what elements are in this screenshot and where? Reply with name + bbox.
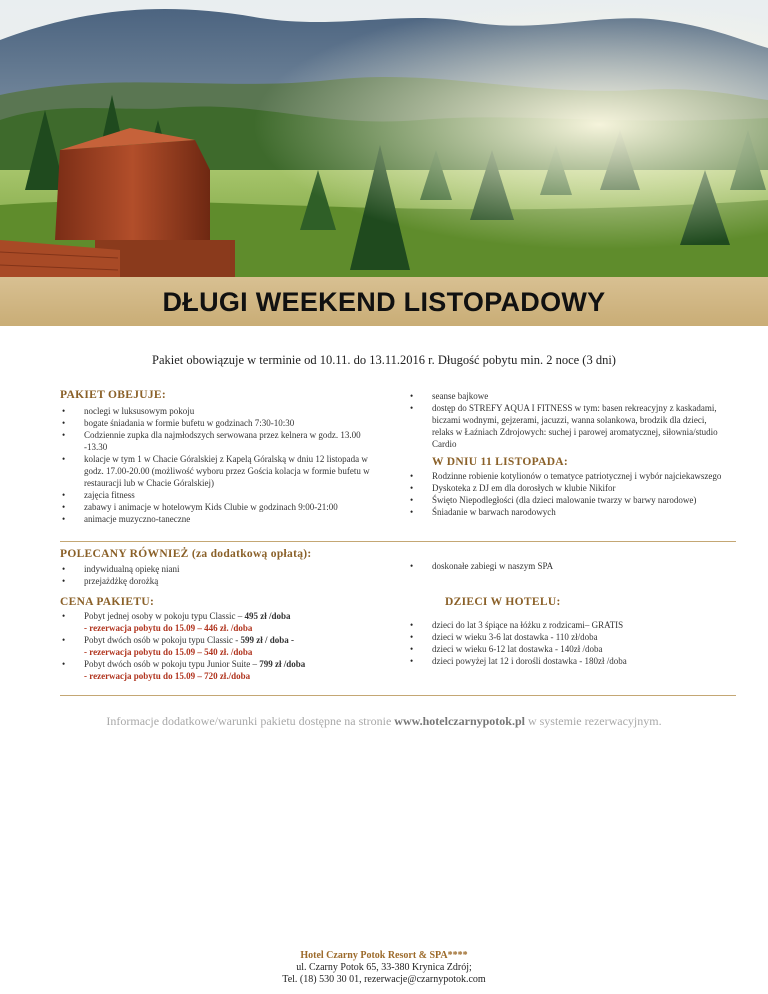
list-item: • Święto Niepodległości (dla dzieci malowanie twarzy w barwy narodowe) xyxy=(408,494,726,506)
list-item: • indywidualną opiekę niani xyxy=(60,563,372,575)
hotel-name: Hotel Czarny Potok Resort & SPA**** xyxy=(300,950,468,961)
list-item: • animacje muzyczno-taneczne xyxy=(60,513,372,525)
recommended-list-right xyxy=(408,560,720,572)
section-divider xyxy=(60,541,736,542)
hotel-address: ul. Czarny Potok 65, 33-380 Krynica Zdrój; xyxy=(296,962,472,973)
list-item: • Rodzinne robienie kotylionów o tematyce patriotycznej i wybór najciekawszego xyxy=(408,470,726,482)
package-list-right xyxy=(408,390,720,450)
list-item: • seanse bajkowe xyxy=(408,390,720,402)
list-item: • przejażdżkę dorożką xyxy=(60,575,372,587)
recommended-list xyxy=(60,563,372,587)
nov11-list xyxy=(408,470,726,518)
validity-text: Pakiet obowiązuje w terminie od 10.11. do 13.11.2016 r. Długość pobytu min. 2 noce (3 dni) xyxy=(152,353,616,367)
hero-landscape-image xyxy=(0,0,768,277)
price-heading: CENA PAKIETU: xyxy=(60,596,155,608)
list-item: • dzieci w wieku 6-12 lat dostawka - 140zł /doba xyxy=(408,643,726,655)
title-banner xyxy=(0,277,768,326)
page-title: DŁUGI WEEKEND LISTOPADOWY xyxy=(162,287,606,317)
list-item: • noclegi w luksusowym pokoju xyxy=(60,405,372,417)
recommended-heading: POLECANY RÓWNIEŻ (za dodatkową opłatą): xyxy=(60,548,312,560)
list-item: • zabawy i animacje w hotelowym Kids Clubie w godzinach 9:00-21:00 xyxy=(60,501,372,513)
list-item: • dzieci powyżej lat 12 i dorośli dostawka - 180zł /doba xyxy=(408,655,726,667)
footer xyxy=(0,950,768,986)
list-item: • dostęp do STREFY AQUA I FITNESS w tym: basen rekreacyjny z kaskadami, biczami wodnymi, gejzerami, jacuzzi, wanna solankowa, brodzik dla dzieci, relaks w Łaźniach Zdrojowych: suchej i parowej aromatycznej, siłownia/studio Cardio xyxy=(408,402,720,450)
list-item: • dzieci w wieku 3-6 lat dostawka - 110 zł/doba xyxy=(408,631,726,643)
list-item: • bogate śniadania w formie bufetu w godzinach 7:30-10:30 xyxy=(60,417,372,429)
list-item: • Dyskoteka z DJ em dla dorosłych w klubie Nikifor xyxy=(408,482,726,494)
price-item: • Pobyt dwóch osób w pokoju typu Junior Suite – 799 zł /doba - rezerwacja pobytu do 15.09 – 720 zł./doba xyxy=(60,658,380,682)
section-divider xyxy=(60,695,736,696)
hotel-contact: Tel. (18) 530 30 01, rezerwacje@czarnypotok.com xyxy=(282,974,486,985)
list-item: • doskonałe zabiegi w naszym SPA xyxy=(408,560,720,572)
list-item: • Śniadanie w barwach narodowych xyxy=(408,506,726,518)
list-item: • dzieci do lat 3 śpiące na łóżku z rodzicami– GRATIS xyxy=(408,619,726,631)
list-item: • kolacje w tym 1 w Chacie Góralskiej z Kapelą Góralską w dniu 12 listopada w godz. 17.00-20.00 (możliwość wyboru przez Gościa kolacja w formie bufetu w restauracji lub w Chacie Góralskiej) xyxy=(60,453,372,489)
price-item: • Pobyt jednej osoby w pokoju typu Classic – 495 zł /doba - rezerwacja pobytu do 15.09 – 446 zł. /doba xyxy=(60,610,380,634)
list-item: • Codziennie zupka dla najmłodszych serwowana przez kelnera w godz. 13.00 -13.30 xyxy=(60,429,372,453)
price-item: • Pobyt dwóch osób w pokoju typu Classic - 599 zł / doba - - rezerwacja pobytu do 15.09 – 540 zł. /doba xyxy=(60,634,380,658)
info-text: Informacje dodatkowe/warunki pakietu dostępne na stronie www.hotelczarnypotok.pl w systemie rezerwacyjnym. xyxy=(106,714,662,728)
package-heading: PAKIET OBEJUJE: xyxy=(60,389,166,401)
website-link[interactable]: www.hotelczarnypotok.pl xyxy=(394,714,525,728)
package-list xyxy=(60,405,372,525)
nov11-heading: W DNIU 11 LISTOPADA: xyxy=(432,456,569,468)
children-heading: DZIECI W HOTELU: xyxy=(445,596,561,608)
list-item: • zajęcia fitness xyxy=(60,489,372,501)
price-list xyxy=(60,610,380,682)
children-list xyxy=(408,619,726,667)
